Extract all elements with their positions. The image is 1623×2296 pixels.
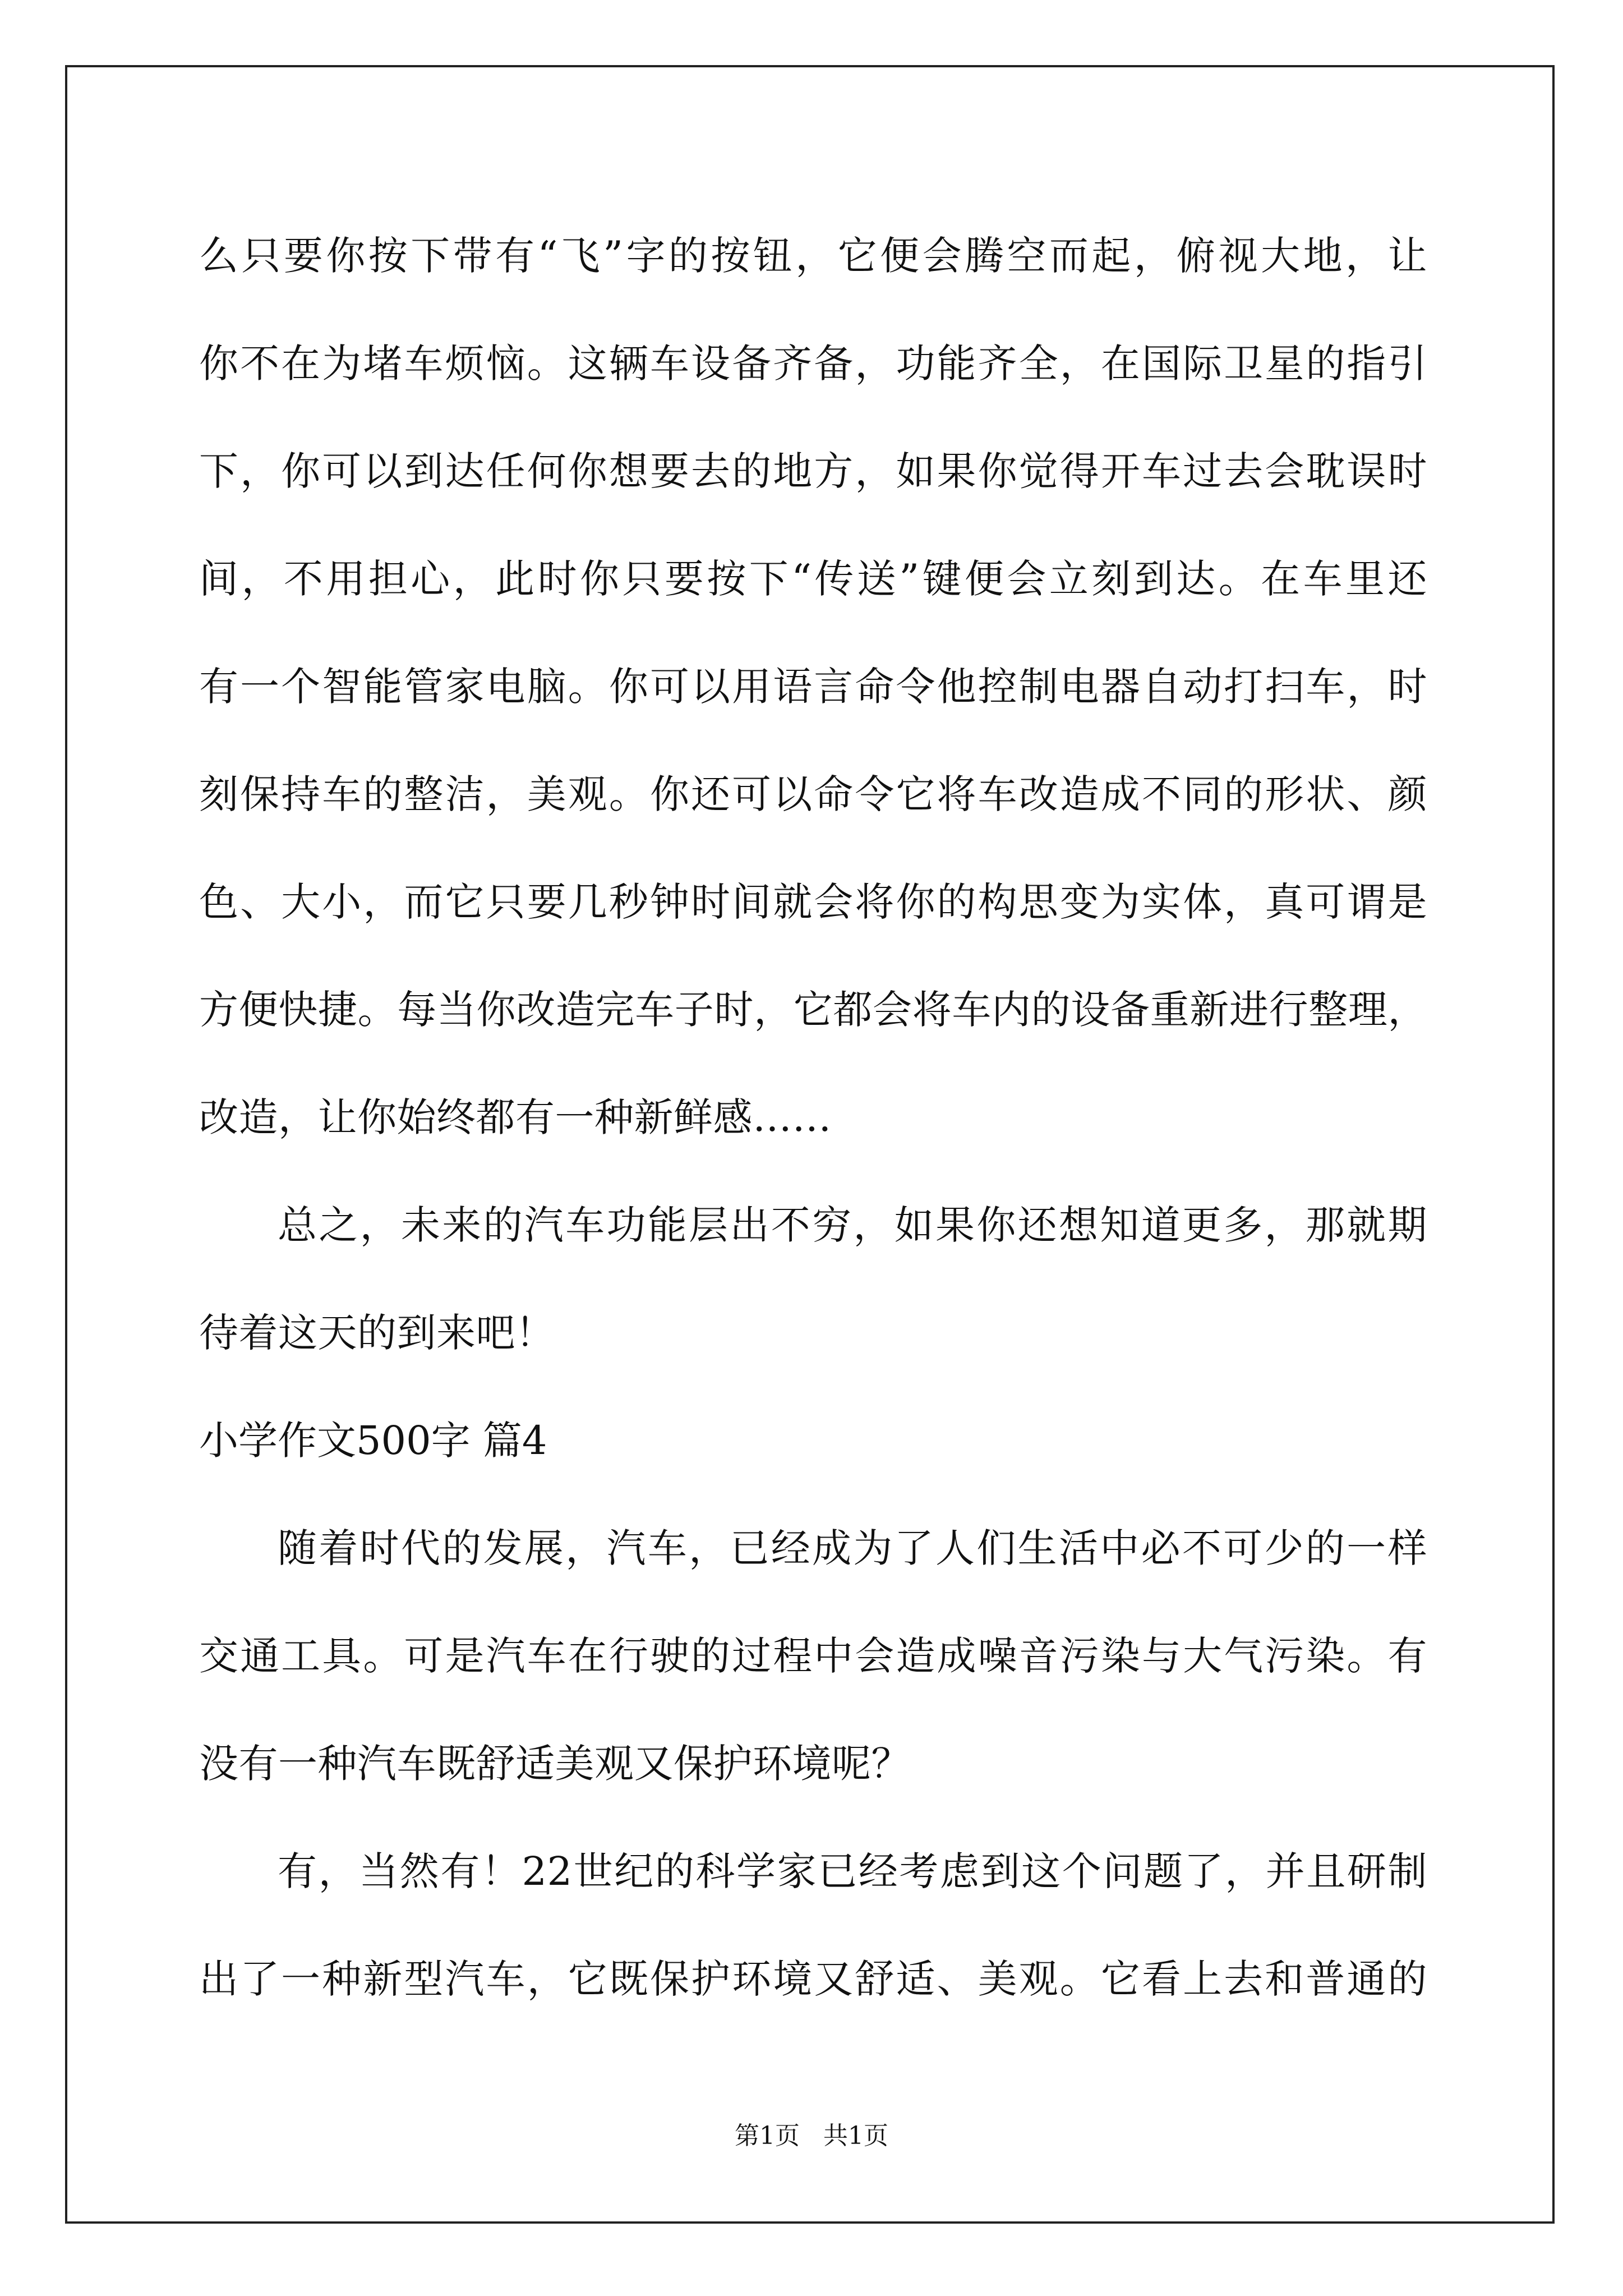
document-body [199, 202, 1427, 2033]
paragraph-line: 刻保持车的整洁，美观。你还可以命令它将车改造成不同的形状、颜 [199, 771, 1427, 817]
paragraph-line: 没有一种汽车既舒适美观又保护环境呢？ [199, 1741, 911, 1787]
paragraph-line: 总之，未来的汽车功能层出不穷，如果你还想知道更多，那就期 [278, 1202, 1427, 1248]
paragraph-line: 么只要你按下带有“飞”字的按钮，它便会腾空而起，俯视大地，让 [199, 233, 1427, 279]
paragraph-line: 有，当然有！22世纪的科学家已经考虑到这个问题了，并且研制 [278, 1848, 1427, 1894]
paragraph-line: 间，不用担心，此时你只要按下“传送”键便会立刻到达。在车里还 [199, 556, 1427, 602]
paragraph-line: 色、大小，而它只要几秒钟时间就会将你的构思变为实体，真可谓是 [199, 879, 1427, 925]
paragraph-line: 随着时代的发展，汽车，已经成为了人们生活中必不可少的一样 [278, 1525, 1427, 1571]
paragraph-line: 改造，让你始终都有一种新鲜感…… [199, 1094, 832, 1140]
paragraph-line: 出了一种新型汽车，它既保护环境又舒适、美观。它看上去和普通的 [199, 1956, 1427, 2002]
paragraph-line: 你不在为堵车烦恼。这辆车设备齐备，功能齐全，在国际卫星的指引 [199, 341, 1427, 386]
paragraph-line: 下，你可以到达任何你想要去的地方，如果你觉得开车过去会耽误时 [199, 448, 1427, 494]
paragraph-line: 有一个智能管家电脑。你可以用语言命令他控制电器自动打扫车，时 [199, 664, 1427, 710]
section-heading: 小学作文500字 篇4 [199, 1418, 547, 1464]
paragraph-line: 交通工具。可是汽车在行驶的过程中会造成噪音污染与大气污染。有 [199, 1633, 1427, 1679]
paragraph-line: 方便快捷。每当你改造完车子时，它都会将车内的设备重新进行整理， [199, 987, 1427, 1033]
page-footer: 第1页 共1页 [735, 2122, 888, 2150]
paragraph-line: 待着这天的到来吧！ [199, 1310, 555, 1356]
